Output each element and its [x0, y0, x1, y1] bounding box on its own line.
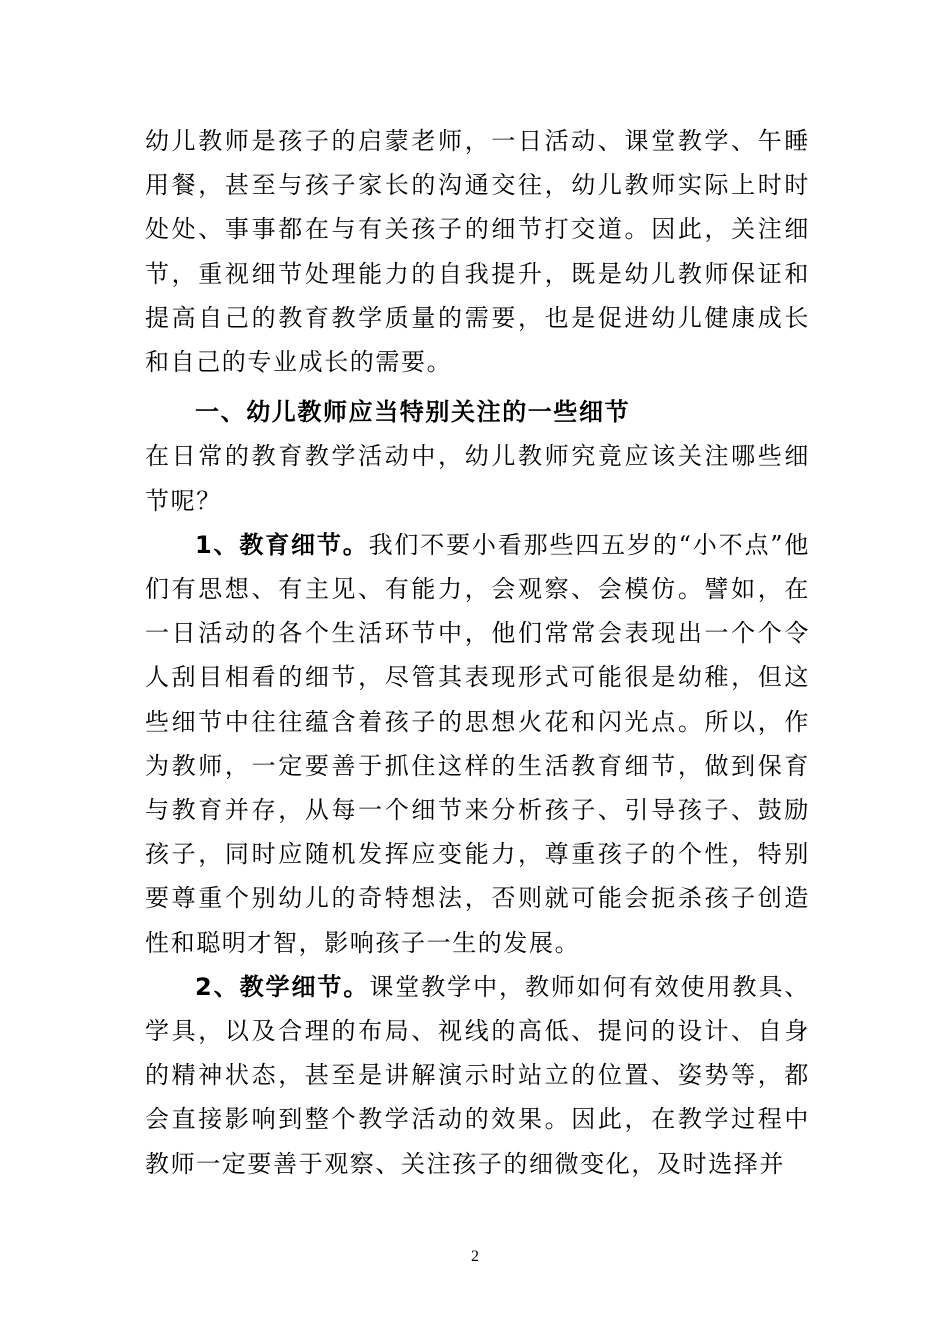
- section-heading: 一、幼儿教师应当特别关注的一些细节: [195, 398, 631, 427]
- page-number: 2: [471, 1248, 479, 1265]
- education-detail-lead: 1、教育细节。: [195, 530, 369, 559]
- teaching-detail-paragraph: [145, 965, 810, 1186]
- education-detail-paragraph: [145, 523, 810, 965]
- teaching-detail-body: 课堂教学中，教师如何有效使用教具、学具，以及合理的布局、视线的高低、提问的设计、自身的精神状态，甚至是讲解演示时站立的位置、姿势等，都会直接影响到整个教学活动的效果。因此，在教学过程中教师一定要善于观察、关注孩子的细微变化，及时选择并: [145, 972, 811, 1178]
- document-body: [145, 119, 810, 1186]
- teaching-detail-lead: 2、教学细节。: [195, 972, 370, 1001]
- intro-paragraph: 幼儿教师是孩子的启蒙老师，一日活动、课堂教学、午睡用餐，甚至与孩子家长的沟通交往，幼儿教师实际上时时处处、事事都在与有关孩子的细节打交道。因此，关注细节，重视细节处理能力的自我提升，既是幼儿教师保证和提高自己的教育教学质量的需要，也是促进幼儿健康成长和自己的专业成长的需要。: [145, 127, 810, 377]
- question-paragraph: 在日常的教育教学活动中，幼儿教师究竟应该关注哪些细节呢？: [145, 442, 810, 515]
- education-detail-body: 我们不要小看那些四五岁的“小不点”他们有思想、有主见、有能力，会观察、会模仿。譬如，在一日活动的各个生活环节中，他们常常会表现出一个个令人刮目相看的细节，尽管其表现形式可能很是幼稚，但这些细节中往往蕴含着孩子的思想火花和闪光点。所以，作为教师，一定要善于抓住这样的生活教育细节，做到保育与教育并存，从每一个细节来分析孩子、引导孩子、鼓励孩子，同时应随机发挥应变能力，尊重孩子的个性，特别要尊重个别幼儿的奇特想法，否则就可能会扼杀孩子创造性和聪明才智，影响孩子一生的发展。: [145, 530, 810, 957]
